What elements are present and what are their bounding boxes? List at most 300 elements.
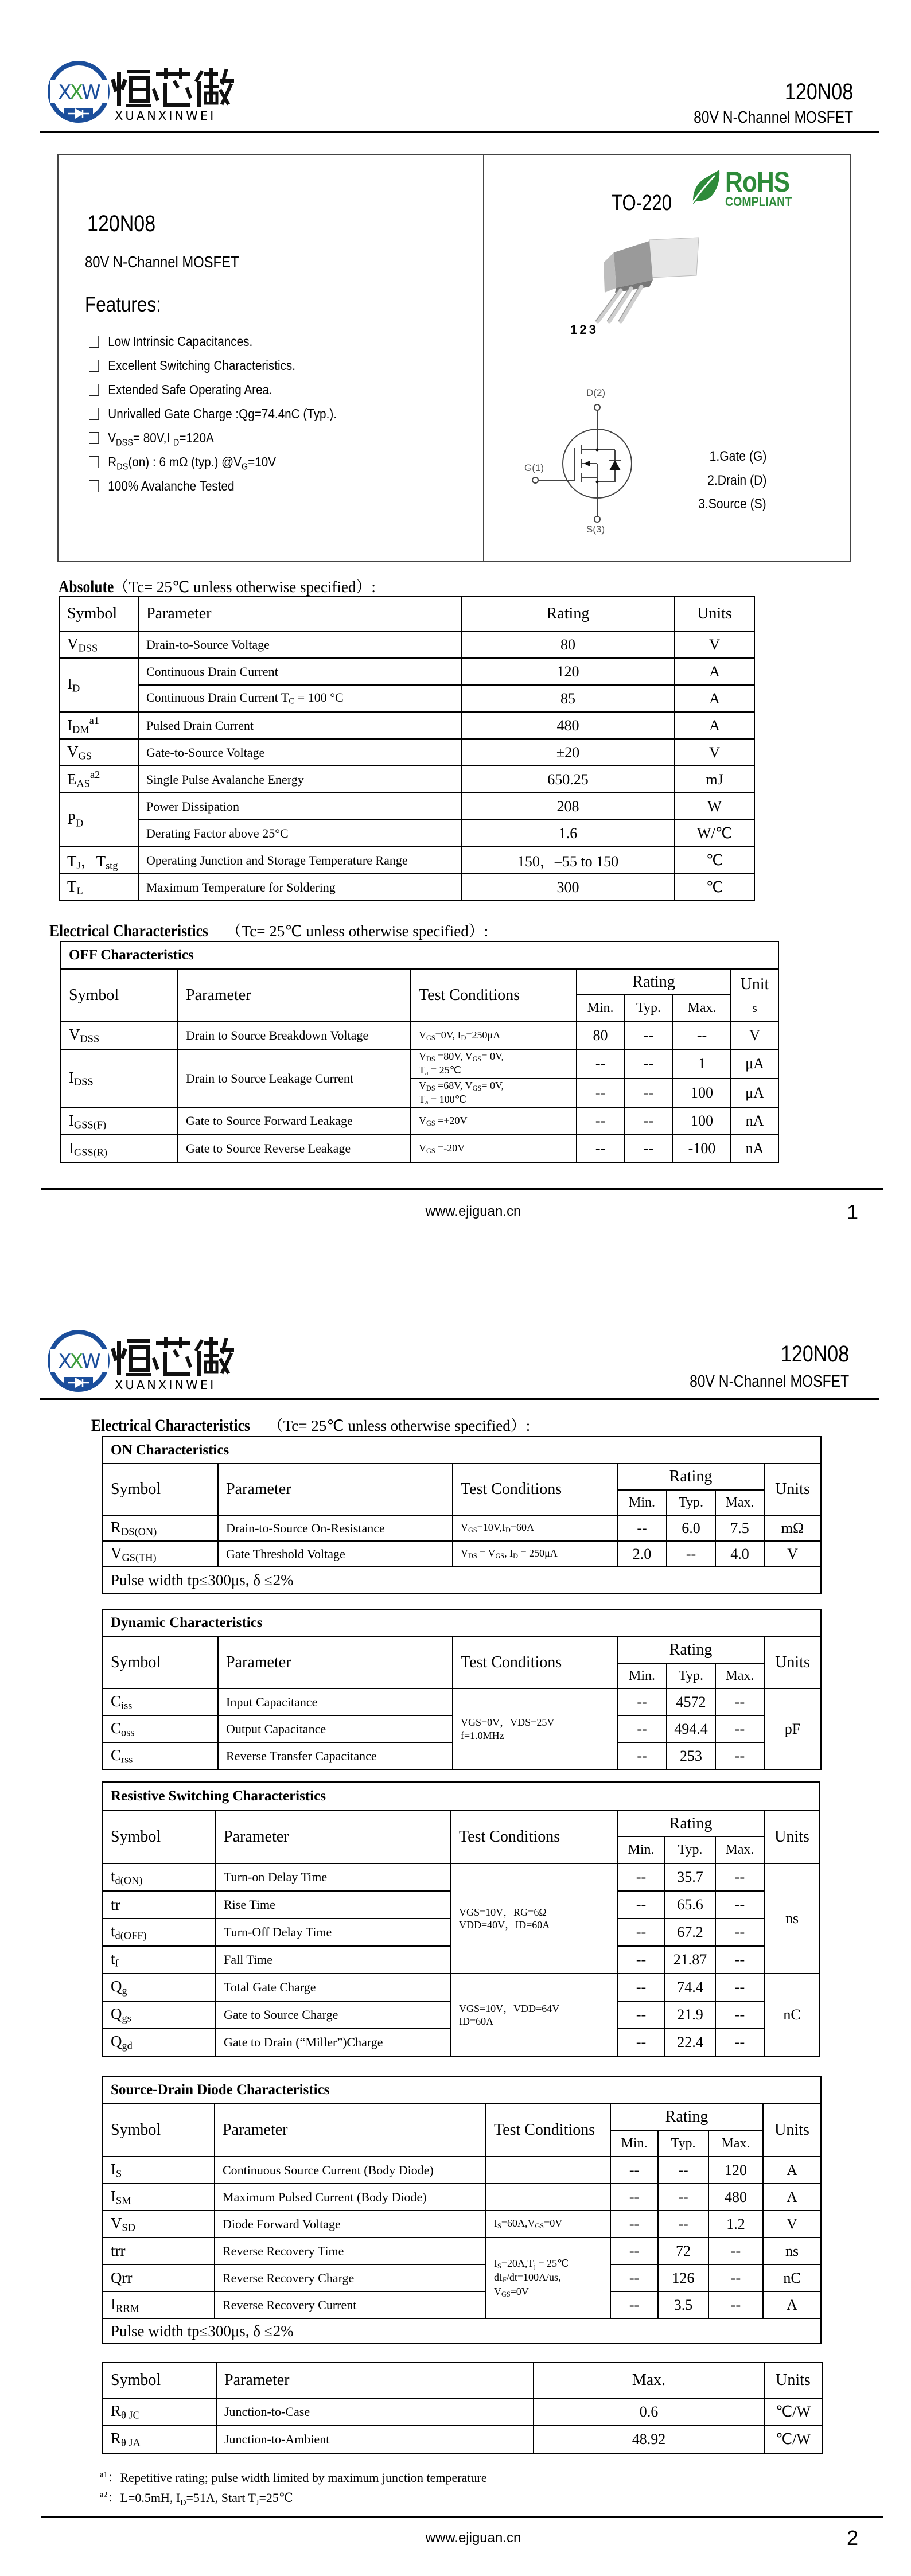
parameter-cell: Turn-Off Delay Time <box>216 1919 451 1946</box>
svg-text:XXW: XXW <box>58 81 99 104</box>
parameter-cell: Output Capacitance <box>218 1715 453 1742</box>
text-segment: =60A,V <box>501 2217 535 2229</box>
parameter-cell: Junction-to-Case <box>216 2398 534 2426</box>
text-segment: S <box>497 2262 501 2271</box>
schematic-gate-label: G(1) <box>524 462 544 473</box>
text-segment: I <box>67 717 72 734</box>
text-segment: DS <box>426 1055 435 1064</box>
test-conditions-cell <box>453 1541 617 1567</box>
text-segment: GS <box>535 2222 544 2231</box>
header-sym: Symbol <box>103 2363 216 2398</box>
text-segment: =20A,T <box>501 2258 534 2269</box>
text-segment: SM <box>116 2194 131 2207</box>
text-segment: GS <box>472 1084 482 1092</box>
parameter-cell: Drain to Source Leakage Current <box>178 1049 411 1107</box>
min-value-cell: -- <box>610 2291 658 2318</box>
text-segment: Q <box>111 2033 122 2050</box>
max-value-cell: 1.2 <box>708 2211 763 2238</box>
unit-cell: A <box>675 712 754 739</box>
text-segment: T <box>67 853 77 870</box>
section-header-row <box>103 2076 821 2104</box>
text-segment: GSS(F) <box>74 1119 107 1131</box>
text-segment: J <box>76 859 81 871</box>
text-segment: stg <box>106 859 118 871</box>
parameter-cell: Continuous Drain Current <box>138 658 461 685</box>
text-segment: F <box>503 2276 507 2285</box>
table-row <box>61 1135 778 1162</box>
min-value-cell: 2.0 <box>617 1541 667 1567</box>
text-segment: a1 <box>89 715 99 727</box>
unit-cell: ℃ <box>675 874 754 901</box>
header-max: Max. <box>673 995 731 1022</box>
parameter-cell: Reverse Transfer Capacitance <box>218 1742 453 1769</box>
text-segment: DSS <box>116 437 133 448</box>
text-segment: = 0V, T <box>419 1079 504 1105</box>
header-units: Units <box>763 2104 821 2157</box>
max-value-cell: -- <box>708 2264 763 2291</box>
symbol-cell <box>61 1135 178 1162</box>
pulse-width-note: Pulse width tp≤300μs, δ ≤2% <box>103 1567 821 1594</box>
text-segment: a <box>425 1098 429 1107</box>
symbol-cell <box>103 1688 218 1715</box>
unit-cell: V <box>731 1022 778 1049</box>
product-subtitle: 80V N-Channel MOSFET <box>85 253 239 271</box>
text-segment: I <box>69 1111 74 1129</box>
typ-value-cell: 253 <box>667 1742 715 1769</box>
rohs-title: RoHS <box>725 166 790 198</box>
table-row <box>59 766 754 793</box>
parameter-cell: Drain to Source Breakdown Voltage <box>178 1022 411 1049</box>
symbol-cell <box>59 712 138 739</box>
text-segment: =120A <box>179 430 214 445</box>
electrical-title: Electrical Characteristics <box>91 1416 250 1435</box>
unit-cell: V <box>763 2211 821 2238</box>
checkbox-bullet-icon <box>89 456 99 468</box>
parameter-cell: Turn-on Delay Time <box>216 1863 451 1891</box>
parameter-cell: Gate to Source Forward Leakage <box>178 1107 411 1135</box>
pin-label-drain: 2.Drain (D) <box>707 473 766 488</box>
text-segment: R <box>111 2430 122 2447</box>
min-value-cell: -- <box>617 2029 665 2056</box>
text-segment: GS <box>501 2290 511 2298</box>
text-segment: I <box>111 2295 116 2313</box>
test-conditions-cell <box>411 1022 577 1049</box>
text-segment: GS <box>426 1119 435 1128</box>
text-segment: I <box>111 2160 116 2178</box>
rating-value-cell: 208 <box>461 793 675 820</box>
text-segment: D <box>173 437 180 448</box>
min-value-cell: -- <box>577 1107 624 1135</box>
header-max: Max. <box>715 1836 764 1863</box>
text-segment: =-20V <box>435 1142 465 1154</box>
text-segment: ：L=0.5mH, I <box>107 2491 181 2505</box>
text-segment: a <box>425 1069 429 1077</box>
thermal-resistance-table <box>102 2362 823 2454</box>
parameter-cell: Gate to Source Charge <box>216 2001 451 2029</box>
parameter-cell: Reverse Recovery Current <box>215 2291 486 2318</box>
text-segment: = 250μA <box>517 1547 558 1559</box>
rating-value-cell: 650.25 <box>461 766 675 793</box>
text-segment: =80V, V <box>435 1050 473 1062</box>
header-symbol: Symbol <box>103 1636 218 1688</box>
max-value-cell: -- <box>715 1742 764 1769</box>
rating-value-cell: 300 <box>461 874 675 901</box>
typ-value-cell: 21.9 <box>665 2001 715 2029</box>
header-parameter: Parameter <box>216 1811 451 1863</box>
text-segment: DSS <box>80 1033 100 1045</box>
header-units-part: Unit <box>740 975 769 993</box>
min-value-cell: -- <box>617 1946 665 1974</box>
product-part-number: 120N08 <box>87 211 156 236</box>
text-segment: t <box>111 1950 115 1968</box>
unit-cell: A <box>763 2157 821 2184</box>
symbol-cell <box>103 2001 216 2029</box>
test-conditions-cell: VGS=0V，VDS=25V f=1.0MHz <box>453 1688 617 1769</box>
schematic-drain-label: D(2) <box>586 387 606 398</box>
header-rating: Rating <box>617 1811 764 1836</box>
text-segment: S <box>497 2222 501 2231</box>
table-row <box>103 1863 820 1891</box>
unit-cell: mJ <box>675 766 754 793</box>
text-segment: I <box>111 2187 116 2205</box>
max-value-cell: -- <box>673 1022 731 1049</box>
header-parameter: Parameter <box>218 1636 453 1688</box>
table-row <box>59 820 754 847</box>
symbol-cell: tr <box>103 1891 216 1919</box>
text-segment: I <box>494 2217 497 2229</box>
text-segment: V <box>108 430 116 445</box>
pin-label-source: 3.Source (S) <box>698 496 766 512</box>
text-segment: V <box>461 1547 468 1559</box>
max-value-cell: 7.5 <box>715 1515 764 1541</box>
min-value-cell: -- <box>610 2184 658 2211</box>
header-typ: Typ. <box>624 995 673 1022</box>
unit-cell: μA <box>731 1079 778 1108</box>
absolute-ratings-table <box>59 596 755 901</box>
header-rating: Rating <box>617 1636 764 1663</box>
section-title: Source-Drain Diode Characteristics <box>103 2076 821 2104</box>
header-test-conditions: Test Conditions <box>453 1464 617 1515</box>
parameter-cell: Drain-to-Source On-Resistance <box>218 1515 453 1541</box>
column-header-row <box>61 969 778 995</box>
parameter-cell <box>138 685 461 712</box>
text-segment: C <box>111 1746 122 1764</box>
unit-cell: V <box>675 739 754 766</box>
symbol-cell <box>103 2291 215 2318</box>
header-subtitle: 80V N-Channel MOSFET <box>689 1372 849 1391</box>
text-segment: D <box>505 1526 511 1535</box>
electrical-condition: （Tc= 25℃ unless otherwise specified）: <box>225 923 489 940</box>
unit-cell: ℃/W <box>764 2398 822 2426</box>
text-segment: V <box>419 1079 426 1091</box>
text-segment: rss <box>121 1753 133 1765</box>
typ-value-cell: 126 <box>658 2264 708 2291</box>
text-segment: oss <box>121 1726 135 1738</box>
unit-cell: ns <box>764 1863 820 1974</box>
min-value-cell: -- <box>617 1688 667 1715</box>
parameter-cell: Total Gate Charge <box>216 1974 451 2001</box>
symbol-cell <box>103 2211 215 2238</box>
symbol-cell <box>61 1022 178 1049</box>
feature-text <box>108 454 277 472</box>
test-conditions-cell: VGS=10V，RG=6Ω VDD=40V，ID=60A <box>451 1863 617 1974</box>
text-segment: V <box>111 2214 122 2232</box>
page-number: 2 <box>847 2526 859 2550</box>
table-row <box>103 1541 821 1567</box>
table-row <box>59 712 754 739</box>
unit-cell: A <box>675 658 754 685</box>
text-segment: GSS(R) <box>74 1146 108 1158</box>
parameter-cell: Pulsed Drain Current <box>138 712 461 739</box>
column-header-row <box>103 2104 821 2130</box>
text-segment: R <box>111 2402 122 2420</box>
header-rating: Rating <box>610 2104 763 2130</box>
max-value-cell: 4.0 <box>715 1541 764 1567</box>
text-segment: I <box>69 1068 74 1086</box>
schematic-source-label: S(3) <box>586 524 605 535</box>
typ-value-cell: -- <box>624 1049 673 1079</box>
text-segment: g <box>122 1984 127 1997</box>
table-row <box>103 1688 821 1715</box>
text-segment: V <box>419 1029 426 1041</box>
max-value-cell: 0.6 <box>534 2398 764 2426</box>
test-conditions-cell <box>411 1079 577 1108</box>
table-row <box>103 1974 820 2001</box>
header-units: Units <box>764 1636 821 1688</box>
text-segment: J <box>255 2498 259 2508</box>
header-subtitle: 80V N-Channel MOSFET <box>693 108 853 127</box>
text-segment: C <box>111 1719 122 1737</box>
unit-cell: V <box>675 631 754 658</box>
parameter-cell: Junction-to-Ambient <box>216 2426 534 2453</box>
text-segment: D <box>180 2498 186 2508</box>
test-conditions-cell <box>486 2157 610 2184</box>
parameter-cell: Input Capacitance <box>218 1688 453 1715</box>
symbol-cell <box>61 1049 178 1107</box>
table-row <box>59 793 754 820</box>
text-segment: R <box>111 1518 122 1536</box>
header-param: Parameter <box>138 597 461 631</box>
electrical-heading-page2 <box>91 1413 530 1435</box>
unit-cell: nC <box>763 2264 821 2291</box>
feature-text: 100% Avalanche Tested <box>108 478 235 493</box>
symbol-cell <box>59 874 138 901</box>
feature-text: Low Intrinsic Capacitances. <box>108 334 253 349</box>
text-segment: =250μA <box>466 1029 501 1041</box>
section-title: OFF Characteristics <box>61 941 778 969</box>
max-value-cell: -- <box>715 1688 764 1715</box>
text-segment: ，T <box>80 853 106 870</box>
header-unit: Units <box>764 2363 822 2398</box>
text-segment: =0V <box>544 2217 563 2229</box>
parameter-cell: Fall Time <box>216 1946 451 1974</box>
table-row <box>103 2184 821 2211</box>
text-segment: /dt=100A/us, V <box>494 2271 561 2297</box>
test-conditions-cell <box>411 1135 577 1162</box>
checkbox-bullet-icon <box>89 336 99 348</box>
header-units: Units <box>764 1811 820 1863</box>
text-segment: = 25℃ dI <box>494 2258 569 2283</box>
min-value-cell: -- <box>617 1919 665 1946</box>
unit-cell: mΩ <box>764 1515 821 1541</box>
checkbox-bullet-icon <box>89 480 99 492</box>
min-value-cell: -- <box>617 1974 665 2001</box>
table-row <box>61 1049 778 1079</box>
checkbox-bullet-icon <box>89 432 99 444</box>
text-segment: DSS <box>78 642 98 654</box>
header-min: Min. <box>617 1836 665 1863</box>
table-row <box>59 658 754 685</box>
parameter-cell: Gate-to-Source Voltage <box>138 739 461 766</box>
text-segment: a2 <box>100 2490 108 2500</box>
footnote-a1 <box>100 2468 487 2486</box>
typ-value-cell: -- <box>667 1541 715 1567</box>
max-value-cell: -- <box>708 2291 763 2318</box>
parameter-cell: Single Pulse Avalanche Energy <box>138 766 461 793</box>
footer-website: www.ejiguan.cn <box>425 2530 521 2546</box>
text-segment: = 100 °C <box>294 690 344 705</box>
test-conditions-cell <box>486 2238 610 2318</box>
pin-label-gate: 1.Gate (G) <box>709 449 766 464</box>
typ-value-cell: -- <box>624 1079 673 1108</box>
header-max: Max. <box>715 1663 764 1688</box>
header-typ: Typ. <box>667 1663 715 1688</box>
symbol-cell <box>103 1863 216 1891</box>
section-title: Resistive Switching Characteristics <box>103 1782 820 1811</box>
max-value-cell: 1 <box>673 1049 731 1079</box>
typ-value-cell: -- <box>624 1135 673 1162</box>
text-segment: t <box>111 1923 115 1940</box>
source-drain-diode-table <box>102 2076 822 2344</box>
text-segment: T <box>67 877 77 895</box>
header-test-conditions: Test Conditions <box>451 1811 617 1863</box>
column-header-row <box>103 1636 821 1663</box>
on-characteristics-table <box>102 1436 822 1594</box>
text-segment: DSS <box>74 1076 94 1088</box>
features-title: Features: <box>85 293 161 316</box>
header-min: Min. <box>617 1663 667 1688</box>
test-conditions-cell: VGS=10V，VDD=64V ID=60A <box>451 1974 617 2056</box>
typ-value-cell: 35.7 <box>665 1863 715 1891</box>
pin-numbers-label: 1 2 3 <box>570 322 596 337</box>
header-test-conditions: Test Conditions <box>486 2104 610 2157</box>
text-segment: DS <box>468 1552 477 1561</box>
text-segment: V <box>111 1544 122 1562</box>
max-value-cell: 120 <box>708 2157 763 2184</box>
header-divider <box>40 1398 879 1400</box>
symbol-cell <box>59 658 138 712</box>
text-segment: R <box>108 454 117 469</box>
min-value-cell: -- <box>617 1515 667 1541</box>
min-value-cell: 80 <box>577 1022 624 1049</box>
mosfet-schematic-symbol <box>529 384 667 545</box>
text-segment: DS <box>426 1084 435 1092</box>
section-title: ON Characteristics <box>103 1437 821 1464</box>
text-segment: = 0V, T <box>419 1050 504 1076</box>
text-segment: V <box>67 742 79 760</box>
text-segment: (on) : 6 mΩ (typ.) @V <box>128 454 242 469</box>
unit-cell: nC <box>764 1974 820 2056</box>
typ-value-cell: 67.2 <box>665 1919 715 1946</box>
max-value-cell: -- <box>715 1974 764 2001</box>
typ-value-cell: -- <box>658 2211 708 2238</box>
text-segment: f <box>115 1957 119 1969</box>
max-value-cell: 48.92 <box>534 2426 764 2453</box>
min-value-cell: -- <box>617 2001 665 2029</box>
checkbox-bullet-icon <box>89 384 99 396</box>
header-param: Parameter <box>216 2363 534 2398</box>
feature-item <box>89 358 295 373</box>
min-value-cell: -- <box>610 2211 658 2238</box>
product-summary-box <box>57 154 851 562</box>
header-parameter: Parameter <box>178 969 411 1022</box>
text-segment: C <box>289 696 295 706</box>
header-sym: Symbol <box>59 597 138 631</box>
min-value-cell: -- <box>577 1135 624 1162</box>
rohs-subtitle: COMPLIANT <box>725 194 792 209</box>
max-value-cell: -- <box>715 2029 764 2056</box>
note-row <box>103 2318 821 2344</box>
text-segment: D <box>461 1033 466 1042</box>
text-segment: GS <box>78 750 92 762</box>
feature-text: Excellent Switching Characteristics. <box>108 358 296 373</box>
page-number: 1 <box>847 1200 859 1224</box>
rating-value-cell: 80 <box>461 631 675 658</box>
unit-cell: W/℃ <box>675 820 754 847</box>
text-segment: P <box>67 810 76 828</box>
text-segment: Q <box>111 1978 122 1995</box>
max-value-cell: -- <box>708 2238 763 2264</box>
max-value-cell: 100 <box>673 1079 731 1108</box>
unit-cell: ℃ <box>675 847 754 874</box>
feature-text <box>108 430 214 448</box>
text-segment: GS <box>495 1552 505 1561</box>
text-segment: DM <box>72 723 89 736</box>
text-segment: GS <box>426 1147 435 1155</box>
header-test-conditions: Test Conditions <box>411 969 577 1022</box>
symbol-cell <box>103 2184 215 2211</box>
brand-logo-text: XUANXINWEI <box>115 109 216 123</box>
absolute-ratings-heading <box>59 574 376 597</box>
absolute-condition: （Tc= 25℃ unless otherwise specified）: <box>113 578 376 596</box>
parameter-cell: Reverse Recovery Time <box>215 2238 486 2264</box>
unit-cell: A <box>675 685 754 712</box>
text-segment: L <box>76 885 83 897</box>
text-segment: GS <box>426 1033 435 1042</box>
header-typ: Typ. <box>665 1836 715 1863</box>
text-segment: V <box>419 1142 426 1154</box>
parameter-cell: Gate Threshold Voltage <box>218 1541 453 1567</box>
package-label: TO-220 <box>612 191 672 215</box>
header-symbol: Symbol <box>61 969 178 1022</box>
text-segment: j <box>534 2262 536 2271</box>
typ-value-cell: -- <box>624 1022 673 1049</box>
text-segment: = 80V,I <box>133 430 173 445</box>
header-max: Max. <box>708 2130 763 2157</box>
resistive-switching-table <box>102 1781 820 2057</box>
symbol-cell <box>103 1541 218 1567</box>
min-value-cell: -- <box>610 2238 658 2264</box>
min-value-cell: -- <box>577 1049 624 1079</box>
header-rating: Rating <box>577 969 731 995</box>
text-segment: D <box>72 682 80 694</box>
typ-value-cell: 494.4 <box>667 1715 715 1742</box>
typ-value-cell: 72 <box>658 2238 708 2264</box>
text-segment: GS <box>472 1055 482 1064</box>
text-segment: =68V, V <box>435 1079 473 1091</box>
max-value-cell: -- <box>715 1863 764 1891</box>
header-test-conditions: Test Conditions <box>453 1636 617 1688</box>
